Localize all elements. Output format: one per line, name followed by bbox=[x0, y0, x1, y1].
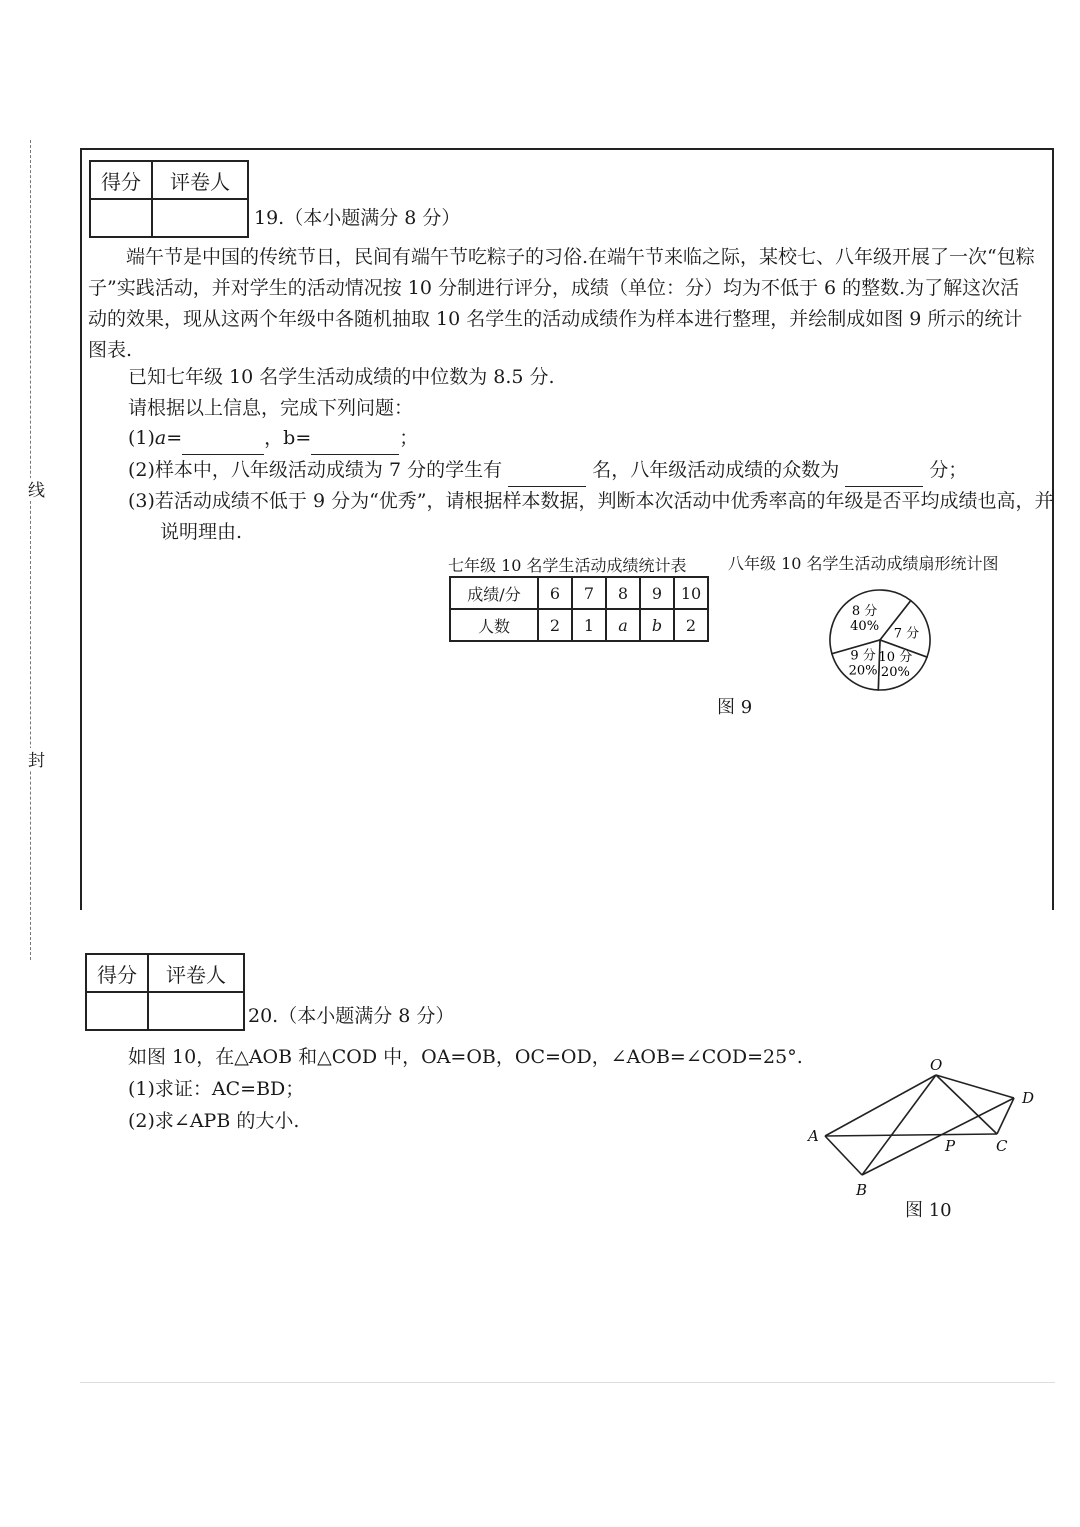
table-header-count: 人数 bbox=[450, 609, 538, 641]
point-label-B: B bbox=[856, 1181, 868, 1199]
pie-percent-label: 20% bbox=[848, 663, 878, 679]
figure10-label: 图 10 bbox=[905, 1200, 952, 1221]
segment-OA bbox=[825, 1075, 936, 1136]
q19-score-box bbox=[89, 160, 249, 238]
pie-percent-label: 40% bbox=[850, 619, 880, 635]
table-cell: 9 bbox=[640, 577, 674, 609]
segment-BD bbox=[862, 1098, 1014, 1175]
grade8-pie-chart bbox=[810, 585, 950, 695]
table-cell: 1 bbox=[572, 609, 606, 641]
q20-given: 如图 10，在△AOB 和△COD 中，OA=OB，OC=OD，∠AOB=∠COD=25°. bbox=[128, 1046, 803, 1068]
score-cell[interactable] bbox=[86, 992, 148, 1030]
pie-label: 8 分 bbox=[851, 604, 878, 620]
q20-part1: (1)求证：AC=BD； bbox=[128, 1078, 305, 1100]
table-cell: 8 bbox=[606, 577, 640, 609]
part1-a-label: a= bbox=[154, 427, 183, 449]
point-label-C: C bbox=[996, 1137, 1008, 1155]
grader-cell[interactable] bbox=[152, 199, 248, 237]
grader-cell[interactable] bbox=[148, 992, 244, 1030]
table-cell: a bbox=[606, 609, 640, 641]
grader-header: 评卷人 bbox=[152, 161, 248, 199]
table-row bbox=[450, 609, 708, 641]
figure10-geometry bbox=[800, 1050, 1050, 1200]
margin-label-feng: 封 bbox=[22, 748, 47, 771]
table-row bbox=[450, 577, 708, 609]
answer-blank-a[interactable] bbox=[182, 423, 264, 455]
table-cell: 2 bbox=[674, 609, 708, 641]
segment-OB bbox=[862, 1075, 936, 1175]
table-cell: b bbox=[640, 609, 674, 641]
part1-end: ； bbox=[399, 427, 419, 449]
part1-number: (1) bbox=[128, 427, 155, 449]
table-header-score: 成绩/分 bbox=[450, 577, 538, 609]
table-cell: 7 bbox=[572, 577, 606, 609]
grader-header: 评卷人 bbox=[148, 954, 244, 992]
pie-label: 9 分 bbox=[850, 648, 876, 664]
part2-end: 分； bbox=[929, 459, 968, 481]
point-label-A: A bbox=[808, 1127, 819, 1145]
part1-b-label: ，b= bbox=[264, 427, 312, 449]
answer-blank-b[interactable] bbox=[311, 423, 399, 455]
grade7-score-table bbox=[449, 576, 709, 642]
pie-label: 7 分 bbox=[893, 626, 920, 642]
q19-title: 19.（本小题满分 8 分） bbox=[254, 207, 461, 229]
table-cell: 10 bbox=[674, 577, 708, 609]
segment-AC bbox=[825, 1134, 997, 1136]
pie-percent-label: 20% bbox=[880, 664, 910, 680]
q19-intro: 端午节是中国的传统节日，民间有端午节吃粽子的习俗.在端午节来临之际，某校七、八年级开展了一次“包粽子”实践活动，并对学生的活动情况按 10 分制进行评分，成绩（单位：分）均为不低于 6 的整数.为了解这次活动的效果，现从这两个年级中各随机抽取 10 名学生的活动成绩作为样本进行整理，并绘制成如图 9 所示的统计图表. bbox=[88, 246, 1035, 361]
q19-instruction: 请根据以上信息，完成下列问题： bbox=[128, 397, 414, 419]
part2-start: (2)样本中，八年级活动成绩为 7 分的学生有 bbox=[128, 459, 503, 481]
q19-part2 bbox=[128, 455, 1038, 487]
binding-line bbox=[30, 140, 31, 960]
grade7-table-title: 七年级 10 名学生活动成绩统计表 bbox=[448, 556, 687, 575]
q19-median-line: 已知七年级 10 名学生活动成绩的中位数为 8.5 分. bbox=[128, 366, 555, 388]
grade8-pie-title: 八年级 10 名学生活动成绩扇形统计图 bbox=[728, 554, 999, 573]
q19-part3: (3)若活动成绩不低于 9 分为“优秀”，请根据样本数据，判断本次活动中优秀率高的年级是否平均成绩也高，并说明理由. bbox=[128, 490, 1054, 543]
answer-blank-mode[interactable] bbox=[845, 455, 923, 487]
answer-blank-count-7[interactable] bbox=[508, 455, 586, 487]
figure9-label: 图 9 bbox=[717, 697, 753, 718]
score-cell[interactable] bbox=[90, 199, 152, 237]
point-label-O: O bbox=[930, 1056, 943, 1074]
point-label-P: P bbox=[945, 1137, 956, 1155]
segment-AB bbox=[825, 1136, 862, 1175]
score-header: 得分 bbox=[90, 161, 152, 199]
table-cell: 6 bbox=[538, 577, 572, 609]
q19-part1 bbox=[128, 423, 418, 455]
point-label-D: D bbox=[1022, 1089, 1035, 1107]
q20-title: 20.（本小题满分 8 分） bbox=[248, 1005, 455, 1027]
part2-mid: 名，八年级活动成绩的众数为 bbox=[592, 459, 840, 481]
scan-edge bbox=[80, 1382, 1055, 1383]
margin-label-xian: 线 bbox=[22, 478, 47, 501]
q20-part2: (2)求∠APB 的大小. bbox=[128, 1110, 300, 1132]
score-header: 得分 bbox=[86, 954, 148, 992]
pie-label: 10 分 bbox=[878, 649, 913, 665]
segment-CD bbox=[997, 1098, 1014, 1134]
table-cell: 2 bbox=[538, 609, 572, 641]
q20-score-box bbox=[85, 953, 245, 1031]
